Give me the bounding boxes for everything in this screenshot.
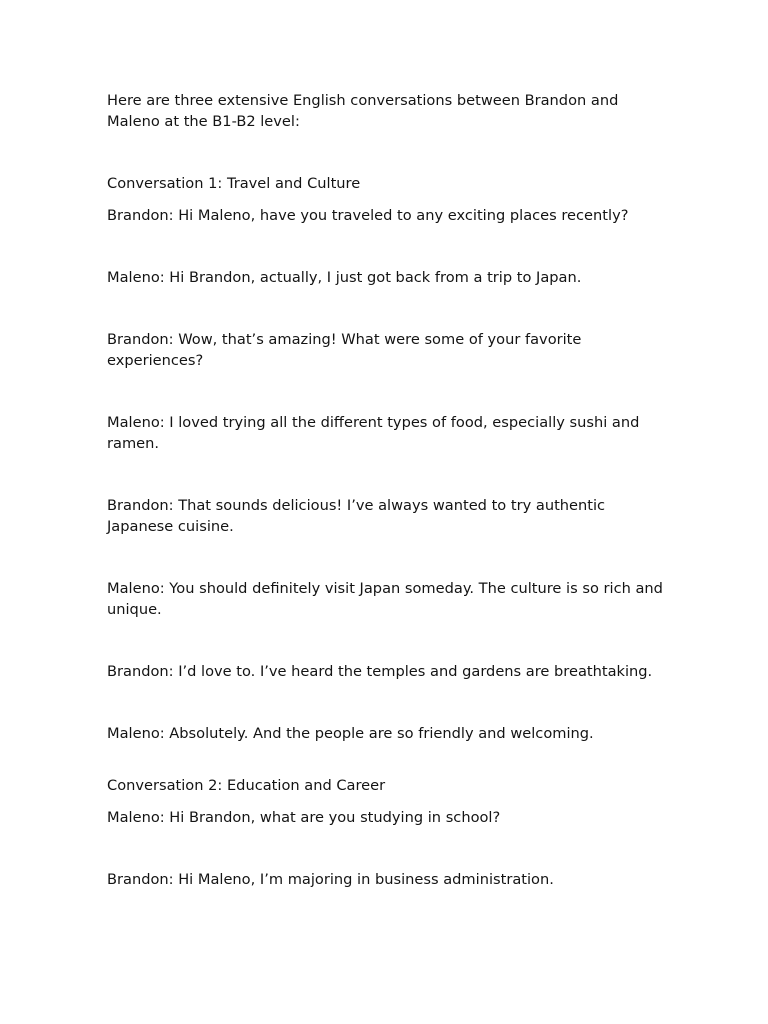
dialogue-line: Brandon: Hi Maleno, I’m majoring in business administration.: [107, 871, 554, 888]
dialogue-line: Maleno: Hi Brandon, what are you studying in school?: [107, 809, 501, 826]
conversation-2-heading: Conversation 2: Education and Career: [107, 777, 386, 794]
dialogue-line: Brandon: I’d love to. I’ve heard the temples and gardens are breathtaking.: [107, 663, 653, 680]
document-page: [107, 90, 667, 931]
dialogue-line: Maleno: Absolutely. And the people are so friendly and welcoming.: [107, 725, 594, 742]
dialogue-line: Maleno: Hi Brandon, actually, I just got back from a trip to Japan.: [107, 269, 582, 286]
dialogue-line: Maleno: I loved trying all the different types of food, especially sushi and ramen.: [107, 414, 640, 452]
dialogue-line: Maleno: You should definitely visit Japan someday. The culture is so rich and unique.: [107, 580, 663, 618]
conversation-1-heading: Conversation 1: Travel and Culture: [107, 175, 361, 192]
dialogue-line: Brandon: Hi Maleno, have you traveled to any exciting places recently?: [107, 207, 629, 224]
dialogue-line: Brandon: Wow, that’s amazing! What were some of your favorite experiences?: [107, 331, 582, 369]
intro-paragraph: Here are three extensive English conversations between Brandon and Maleno at the B1-B2 level:: [107, 92, 619, 130]
dialogue-line: Brandon: That sounds delicious! I’ve always wanted to try authentic Japanese cuisine.: [107, 497, 606, 535]
